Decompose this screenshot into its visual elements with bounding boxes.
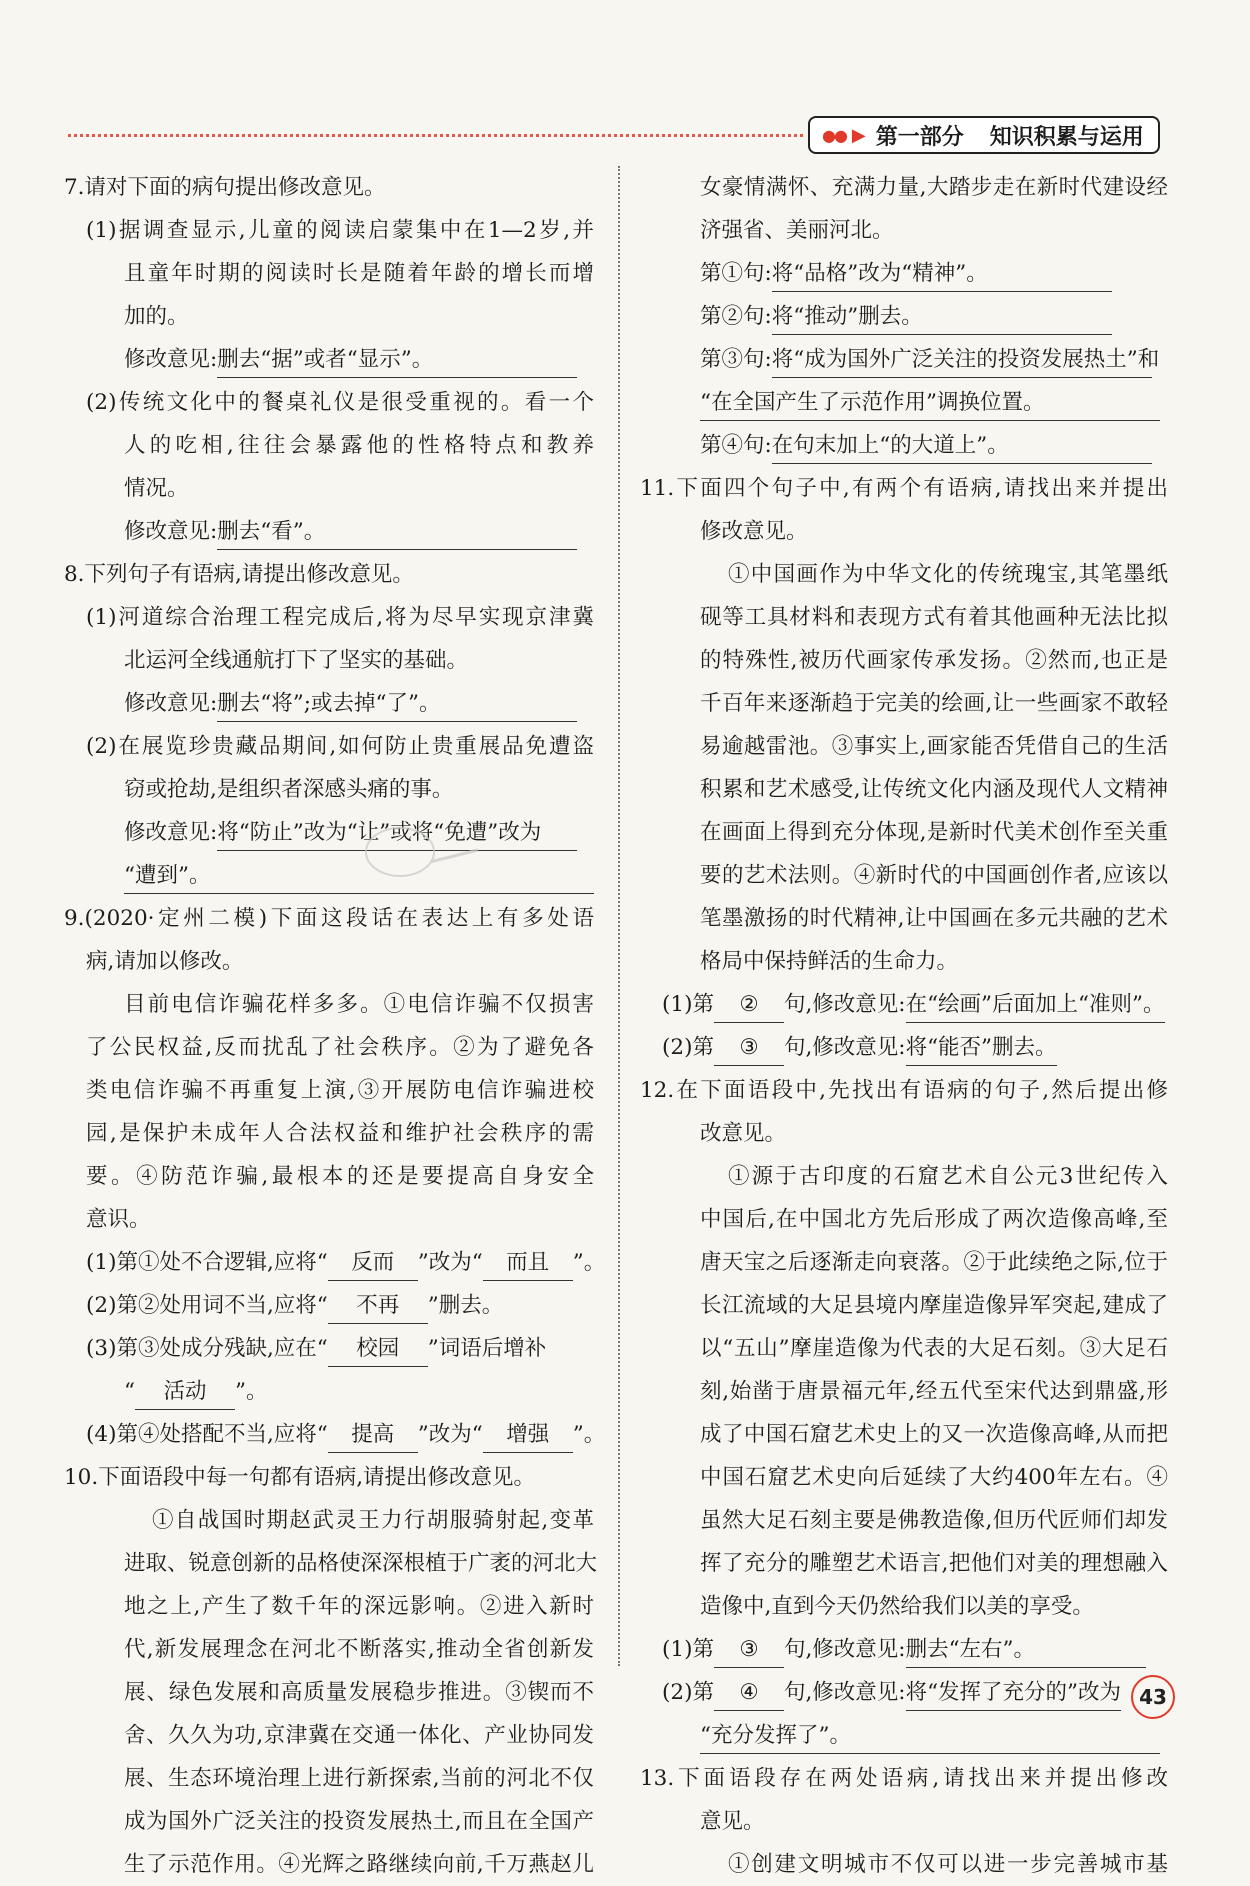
section-title: 知识积累与运用	[989, 124, 1144, 150]
stamp-icon	[360, 822, 480, 882]
answer-blank: 而且	[483, 1246, 573, 1281]
left-column	[64, 166, 606, 1886]
right-line	[640, 338, 1168, 381]
left-line	[64, 1413, 606, 1456]
right-line: 造像中,直到今天仍然给我们以美的享受。	[700, 1594, 1094, 1619]
left-line: 代,新发展理念在河北不断落实,推动全省创新发	[124, 1637, 594, 1662]
right-line: 虽然大足石刻主要是佛教造像,但历代匠师们却发	[700, 1508, 1168, 1533]
right-line: 刻,始凿于唐景福元年,经五代至宋代达到鼎盛,形	[700, 1379, 1168, 1404]
page-number: 43	[1131, 1675, 1175, 1719]
answer-text: “遭到”。	[124, 859, 594, 894]
right-line	[640, 1026, 1168, 1069]
prompt-text: ”词语后增补	[427, 1336, 547, 1361]
left-line: 9.(2020·定州二模)下面这段话在表达上有多处语	[64, 906, 594, 931]
answer-text: 将“品格”改为“精神”。	[772, 257, 1112, 292]
answer-text: 将“推动”删去。	[772, 300, 1112, 335]
watermark-stamp	[360, 822, 480, 882]
right-line: ①中国画作为中华文化的传统瑰宝,其笔墨纸	[728, 562, 1168, 587]
left-line	[64, 1284, 594, 1327]
left-line: 窃或抢劫,是组织者深感头痛的事。	[124, 777, 454, 802]
left-line: 园,是保护未成年人合法权益和维护社会秩序的需	[86, 1121, 594, 1146]
left-line: 了公民权益,反而扰乱了社会秩序。②为了避免各	[86, 1035, 594, 1060]
right-line: 成了中国石窟艺术史上的又一次造像高峰,从而把	[700, 1422, 1168, 1447]
right-line: 中国石窟艺术史向后延续了大约400年左右。④	[700, 1465, 1168, 1490]
prompt-text: (4)第④处搭配不当,应将“	[86, 1422, 328, 1447]
left-line: 进取、锐意创新的品格使深深根植于广袤的河北大	[124, 1551, 598, 1576]
right-line: 易逾越雷池。③事实上,画家能否凭借自己的生活	[700, 734, 1168, 759]
right-line	[640, 424, 1168, 467]
right-line	[640, 252, 1168, 295]
left-line: 要。④防范诈骗,最根本的还是要提高自身安全	[86, 1164, 594, 1189]
right-line: 济强省、美丽河北。	[700, 218, 894, 243]
left-line	[64, 510, 594, 553]
answer-text: 在句末加上“的大道上”。	[772, 429, 1152, 464]
prompt-text: ”删去。	[427, 1293, 504, 1318]
answer-text: 删去“左右”。	[906, 1633, 1146, 1668]
prompt-text: 句,修改意见:	[783, 992, 906, 1017]
answer-label: 修改意见:	[124, 691, 218, 716]
answer-text: 将“防止”改为“让”或将“免遭”改为	[217, 816, 577, 851]
answer-blank: 活动	[135, 1375, 235, 1410]
right-line: 12.在下面语段中,先找出有语病的句子,然后提出修	[640, 1078, 1168, 1103]
answer-blank: 增强	[483, 1418, 573, 1453]
right-line: 在画面上得到充分体现,是新时代美术创作至关重	[700, 820, 1168, 845]
left-line: 8.下列句子有语病,请提出修改意见。	[64, 562, 414, 587]
left-line	[64, 338, 594, 381]
left-line	[64, 1241, 606, 1284]
header-dots-icon: ●●	[822, 125, 846, 145]
right-line: 以“五山”摩崖造像为代表的大足石刻。③大足石	[700, 1336, 1168, 1361]
answer-label: 第②句:	[700, 304, 772, 329]
prompt-text: ”。	[572, 1422, 606, 1447]
right-line: 笔墨激扬的时代精神,让中国画在多元共融的艺术	[700, 906, 1168, 931]
answer-text: 将“发挥了充分的”改为	[906, 1676, 1121, 1711]
right-line: 要的艺术法则。④新时代的中国画创作者,应该以	[700, 863, 1168, 888]
answer-text: 删去“将”;或去掉“了”。	[217, 687, 577, 722]
right-line: 唐天宝之后逐渐走向衰落。②于此续绝之际,位于	[700, 1250, 1168, 1275]
right-line: 格局中保持鲜活的生命力。	[700, 949, 959, 974]
right-line	[640, 983, 1168, 1026]
prompt-text: 句,修改意见:	[783, 1035, 906, 1060]
section-header-badge	[808, 116, 1160, 154]
prompt-text: (3)第③处成分残缺,应在“	[86, 1336, 328, 1361]
right-line: ①源于古印度的石窟艺术自公元3世纪传入	[728, 1164, 1168, 1189]
left-line: 加的。	[124, 304, 189, 329]
answer-label: 修改意见:	[124, 347, 218, 372]
left-line: 舍、久久为功,京津冀在交通一体化、产业协同发	[124, 1723, 594, 1748]
left-line: (2)在展览珍贵藏品期间,如何防止贵重展品免遭盗	[86, 734, 594, 759]
answer-blank: ②	[714, 988, 784, 1023]
left-line: (1)河道综合治理工程完成后,将为尽早实现京津冀	[86, 605, 594, 630]
left-line: 人的吃相,往往会暴露他的性格特点和教养	[124, 433, 594, 458]
answer-text: 将“能否”删去。	[906, 1031, 1057, 1066]
left-line	[64, 1327, 594, 1370]
right-line: 挥了充分的雕塑艺术语言,把他们对美的理想融入	[700, 1551, 1168, 1576]
answer-text: 删去“看”。	[217, 515, 577, 550]
left-line: 意识。	[86, 1207, 151, 1232]
right-line	[640, 295, 1168, 338]
left-line: (2)传统文化中的餐桌礼仪是很受重视的。看一个	[86, 390, 594, 415]
prompt-text: (1)第	[662, 1637, 714, 1662]
right-line: 女豪情满怀、充满力量,大踏步走在新时代建设经	[700, 175, 1168, 200]
answer-blank: 提高	[328, 1418, 418, 1453]
answer-label: 第④句:	[700, 433, 772, 458]
answer-text: “在全国产生了示范作用”调换位置。	[700, 386, 1160, 421]
answer-text: 将“成为国外广泛关注的投资发展热土”和	[772, 343, 1152, 378]
left-line: 类电信诈骗不再重复上演,③开展防电信诈骗进校	[86, 1078, 594, 1103]
left-line: 展、生态环境治理上进行新探索,当前的河北不仅	[124, 1766, 594, 1791]
right-line: 11.下面四个句子中,有两个有语病,请找出来并提出	[640, 476, 1168, 501]
right-line: 的特殊性,被历代画家传承发扬。②然而,也正是	[700, 648, 1168, 673]
left-line: 生了示范作用。④光辉之路继续向前,千万燕赵儿	[124, 1852, 594, 1877]
answer-label: 第③句:	[700, 347, 772, 372]
answer-blank: 反而	[328, 1246, 418, 1281]
answer-label: 第①句:	[700, 261, 772, 286]
answer-blank: 不再	[328, 1289, 428, 1324]
left-line: 成为国外广泛关注的投资发展热土,而且在全国产	[124, 1809, 594, 1834]
right-line: 千百年来逐渐趋于完美的绘画,让一些画家不敢轻	[700, 691, 1168, 716]
prompt-text: ”改为“	[417, 1422, 483, 1447]
right-line: 13.下面语段存在两处语病,请找出来并提出修改	[640, 1766, 1168, 1791]
left-line: 展、绿色发展和高质量发展稳步推进。③锲而不	[124, 1680, 594, 1705]
right-line: ①创建文明城市不仅可以进一步完善城市基	[728, 1852, 1168, 1877]
right-line	[640, 1671, 1168, 1714]
column-divider	[618, 166, 620, 1666]
right-line: 修改意见。	[700, 519, 808, 544]
left-line: 地之上,产生了数千年的深远影响。②进入新时	[124, 1594, 594, 1619]
answer-label: 修改意见:	[124, 820, 218, 845]
prompt-text: ”。	[235, 1379, 268, 1404]
header-dotted-rule	[68, 134, 803, 137]
left-line: 情况。	[124, 476, 189, 501]
answer-blank: ④	[714, 1676, 784, 1711]
right-column	[640, 166, 1168, 1886]
left-line: 且童年时期的阅读时长是随着年龄的增长而增	[124, 261, 594, 286]
right-line: 意见。	[700, 1809, 765, 1834]
left-line: 北运河全线通航打下了坚实的基础。	[124, 648, 469, 673]
answer-text: “充分发挥了”。	[700, 1719, 1160, 1754]
prompt-text: 句,修改意见:	[783, 1680, 906, 1705]
left-line: 7.请对下面的病句提出修改意见。	[64, 175, 386, 200]
prompt-text: (2)第	[662, 1035, 714, 1060]
left-line	[64, 1370, 594, 1413]
prompt-text: 句,修改意见:	[783, 1637, 906, 1662]
left-line: ①自战国时期赵武灵王力行胡服骑射起,变革	[152, 1508, 594, 1533]
right-line	[640, 1628, 1168, 1671]
answer-label: 修改意见:	[124, 519, 218, 544]
left-line: 目前电信诈骗花样多多。①电信诈骗不仅损害	[124, 992, 594, 1017]
prompt-text: ”。	[572, 1250, 606, 1275]
left-line	[64, 811, 594, 854]
left-line	[64, 854, 594, 897]
left-line: (1)据调查显示,儿童的阅读启蒙集中在1—2岁,并	[86, 218, 594, 243]
right-line	[640, 381, 1168, 424]
answer-text: 删去“据”或者“显示”。	[217, 343, 577, 378]
right-line: 改意见。	[700, 1121, 787, 1146]
answer-text: 在“绘画”后面加上“准则”。	[906, 988, 1165, 1023]
answer-blank: ③	[714, 1031, 784, 1066]
left-line: 10.下面语段中每一句都有语病,请提出修改意见。	[64, 1465, 536, 1490]
left-line: 病,请加以修改。	[86, 949, 244, 974]
left-line	[64, 682, 594, 725]
right-line: 积累和艺术感受,让传统文化内涵及现代人文精神	[700, 777, 1168, 802]
right-line	[640, 1714, 1168, 1757]
answer-blank: ③	[714, 1633, 784, 1668]
right-line: 砚等工具材料和表现方式有着其他画种无法比拟	[700, 605, 1168, 630]
prompt-text: (1)第	[662, 992, 714, 1017]
prompt-text: (2)第②处用词不当,应将“	[86, 1293, 328, 1318]
section-part: 第一部分	[875, 124, 964, 150]
prompt-text: “	[124, 1379, 135, 1404]
prompt-text: (2)第	[662, 1680, 714, 1705]
answer-blank: 校园	[328, 1332, 428, 1367]
right-line: 中国后,在中国北方先后形成了两次造像高峰,至	[700, 1207, 1168, 1232]
prompt-text: (1)第①处不合逻辑,应将“	[86, 1250, 328, 1275]
header-arrow-icon: ▶	[851, 124, 866, 146]
right-line: 长江流域的大足县境内摩崖造像异军突起,建成了	[700, 1293, 1168, 1318]
prompt-text: ”改为“	[417, 1250, 483, 1275]
